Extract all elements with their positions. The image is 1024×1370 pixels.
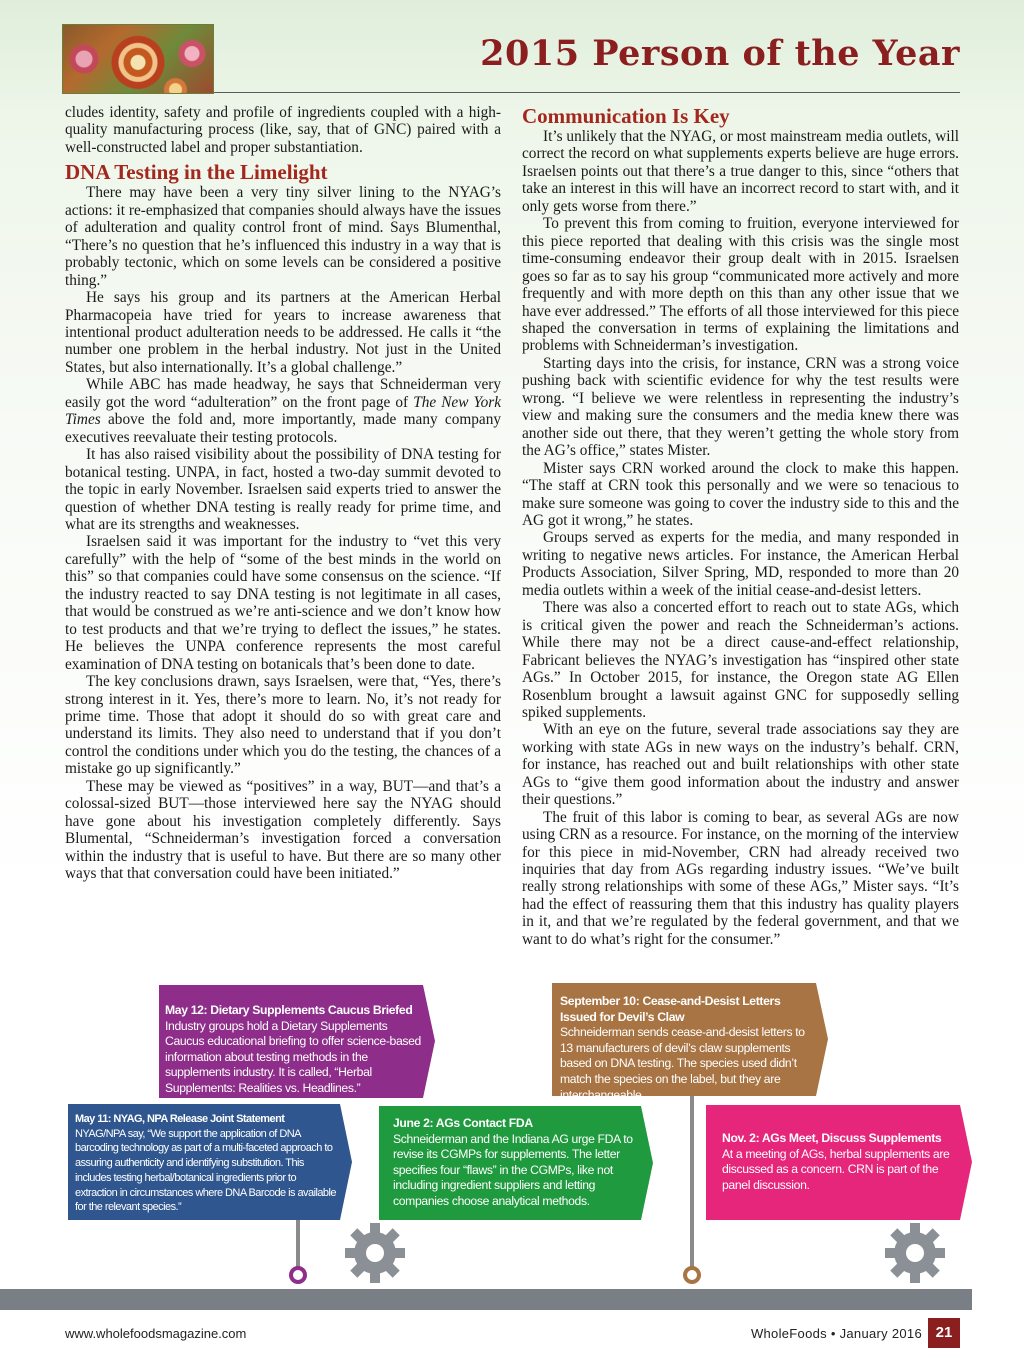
timeline-event-may11: [75, 1112, 337, 1215]
article-paragraph: Starting days into the crisis, for instance, CRN was a strong voice pushing back with scientific evidence for why the test results were wrong. “I believe we were relentless in representing the industry’s view and making sure the consumers and the media knew there was another side out there, that they weren’t getting the whole story from the AG’s office,” states Mister.: [522, 354, 959, 460]
timeline-stem-sep10: [690, 1096, 694, 1272]
article-paragraph: These may be viewed as “positives” in a way, BUT—and that’s a colossal-sized BUT—those interviewed here say the NYAG should have gone about his investigation completely differently. Says Blumental, “Schneiderman’s investigation forced a conversation within the industry that is useful to have. But there are so many other ways that that conversation could have been initiated.”: [65, 777, 501, 883]
timeline-event-title: May 11: NYAG, NPA Release Joint Statement: [75, 1113, 285, 1125]
timeline-event-title: Nov. 2: AGs Meet, Discuss Supplements: [722, 1131, 942, 1145]
timeline-event-body: NYAG/NPA say, “We support the application of DNA barcoding technology as part of a multi-faceted approach to assuring authenticity and identifying substitution. This includes testing herbal/botanical ingredients prior to extraction in circumstances where DNA Barcode is available for the relevant species.”: [75, 1127, 336, 1214]
timeline-event-nov2: [722, 1131, 957, 1193]
article-paragraph: Israelsen said it was important for the industry to “vet this very carefully” with the help of “some of the best minds in the world on this” so that companies could have some consensus on the science. “If the industry reacted to say DNA testing is not legitimate in all cases, that would be construed as we’re anti-science and we don’t know how to test products and that we’re trying to deflect the issues,” he states. He believes the UNPA conference represents the most careful examination of DNA testing on botanicals that’s been done to date.: [65, 533, 501, 673]
section-heading: Communication Is Key: [522, 104, 730, 128]
timeline-event-title: September 10: Cease-and-Desist Letters Issued for Devil’s Claw: [560, 994, 781, 1024]
timeline-knob-sep10: [683, 1266, 701, 1284]
article-paragraph: cludes identity, safety and profile of ingredients coupled with a high-quality manufacturing process (like, say, that of GNC) paired with a well-constructed label and proper substantiation.: [65, 104, 501, 156]
article-paragraph: It’s unlikely that the NYAG, or most mainstream media outlets, will correct the record on what supplements experts believe are huge errors. Israelsen points out that there’s a true danger to this, since “others that take an interest in this will have an incorrect record to start with, and it only gets worse from there.”: [522, 128, 959, 215]
article-paragraph: Mister says CRN worked around the clock to make this happen. “The staff at CRN took this personally and we were so tenacious to make sure someone was going to cover the industry side to this and the AG got it wrong,” he states.: [522, 459, 959, 529]
page-number: 21: [928, 1318, 960, 1348]
timeline-knob-may11: [289, 1266, 307, 1284]
article-paragraph: The fruit of this labor is coming to bear, as several AGs are now using CRN as a resource. For instance, on the morning of the interview for this piece in mid-November, CRN had already received two inquiries that day from AGs regarding industry issues. “We’ve built really strong relationships with some of these AGs,” Mister says. “It’s had the effect of reassuring them that this industry has quality players in it, and that we’re regulated by the federal government, and that we want to do what’s right for the consumer.”: [522, 808, 959, 948]
gear-icon: [883, 1221, 947, 1285]
timeline-event-body: Industry groups hold a Dietary Supplements Caucus educational briefing to offer science-based information about testing methods in the supplements industry. It is called, “Herbal Supplements: Realities vs. Headlines.”: [165, 1018, 421, 1095]
article-paragraph: It has also raised visibility about the possibility of DNA testing for botanical testing. UNPA, in fact, hosted a two-day summit devoted to the topic in early November. Israelsen said experts tried to answer the question of whether DNA testing is really ready for prime time, and what are its strengths and weaknesses.: [65, 446, 501, 533]
article-paragraph: There may have been a very tiny silver lining to the NYAG’s actions: it re-emphasized that companies should always have the issues of adulteration and quality control front of mind. Says Blumenthal, “There’s no question that he’s influenced this industry in a way that is probably tectonic, which on some levels can be considered a positive thing.”: [65, 184, 501, 289]
section-heading: DNA Testing in the Limelight: [65, 160, 328, 185]
timeline-event-title: June 2: AGs Contact FDA: [393, 1116, 533, 1130]
timeline-bar: [0, 1289, 972, 1310]
header-flower-image: [62, 24, 214, 94]
timeline-event-may12: [165, 1003, 425, 1097]
page-title: 2015 Person of the Year: [480, 33, 960, 74]
article-paragraph: He says his group and its partners at the American Herbal Pharmacopeia have tried for years to increase awareness that intentional product adulteration needs to be addressed. He calls it “the number one problem in the herbal industry. Not just in the United States, but also internationally. It’s a global challenge.”: [65, 289, 501, 376]
timeline-event-body: Schneiderman sends cease-and-desist letters to 13 manufacturers of devil’s claw supplements based on DNA testing. The species used didn’t match the species on the label, but they are interchangeable.: [560, 1025, 805, 1102]
article-paragraph: The key conclusions drawn, says Israelsen, were that, “Yes, there’s strong interest in it. Yes, there’s more to learn. No, it’s not ready for prime time. Those that adopt it should do so with great care and understand its limits. They also need to understand that if you don’t control the conditions under which you do the testing, the chances of a mistake go up significantly.”: [65, 673, 501, 778]
timeline-event-body: Schneiderman and the Indiana AG urge FDA to revise its CGMPs for supplements. The letter specifies four “flaws” in the CGMPs, like not including ingredient suppliers and letting companies choose analytical methods.: [393, 1131, 633, 1208]
header-divider: [214, 92, 960, 93]
article-paragraph: With an eye on the future, several trade associations say they are working with state AGs in new ways on the industry’s behalf. CRN, for instance, has reached out and built relationships with other state AGs to “give them good information about the industry and answer their questions.”: [522, 721, 959, 809]
article-paragraph: While ABC has made headway, he says that Schneiderman very easily got the word “adulteration” on the front page of The New York Times above the fold and, more importantly, made many company executives reevaluate their testing protocols.: [65, 376, 501, 446]
timeline-event-june2: [393, 1116, 635, 1210]
article-column-left: [65, 104, 501, 882]
article-paragraph: To prevent this from coming to fruition, everyone interviewed for this piece reported that dealing with this crisis was the single most time-consuming endeavor their group dealt with in 2015. Israelsen goes so far as to say his group “communicated more actively and more frequently and with more depth on this than any other issue that we have ever addressed.” The efforts of all those interviewed for this piece shaped the conversation in terms of explaining the limitations and problems with Schneiderman’s investigation.: [522, 215, 959, 355]
timeline-event-sep10: [560, 994, 812, 1103]
article-column-right: [522, 104, 959, 948]
timeline-event-title: May 12: Dietary Supplements Caucus Briefed: [165, 1003, 413, 1017]
gear-icon: [343, 1221, 407, 1285]
timeline-stem-may11: [296, 1220, 300, 1272]
footer-url[interactable]: www.wholefoodsmagazine.com: [65, 1326, 247, 1341]
timeline-event-body: At a meeting of AGs, herbal supplements are discussed as a concern. CRN is part of the panel discussion.: [722, 1146, 950, 1192]
footer-publication: WholeFoods • January 2016: [750, 1326, 922, 1341]
article-paragraph: Groups served as experts for the media, and many responded in writing to negative news articles. For instance, the American Herbal Products Association, Silver Spring, MD, responded to more than 20 media outlets within a week of the initial cease-and-desist letters.: [522, 529, 959, 599]
publication-name: The New York Times: [65, 393, 501, 429]
article-paragraph: There was also a concerted effort to reach out to state AGs, which is critical given the power and reach the Schneiderman’s actions. While there may not be a direct cause-and-effect relationship, Fabricant believes the NYAG’s investigation has “inspired other state AGs.” In October 2015, for instance, the Oregon state AG Ellen Rosenblum brought a lawsuit against GNC for supposedly selling spiked supplements.: [522, 599, 959, 721]
